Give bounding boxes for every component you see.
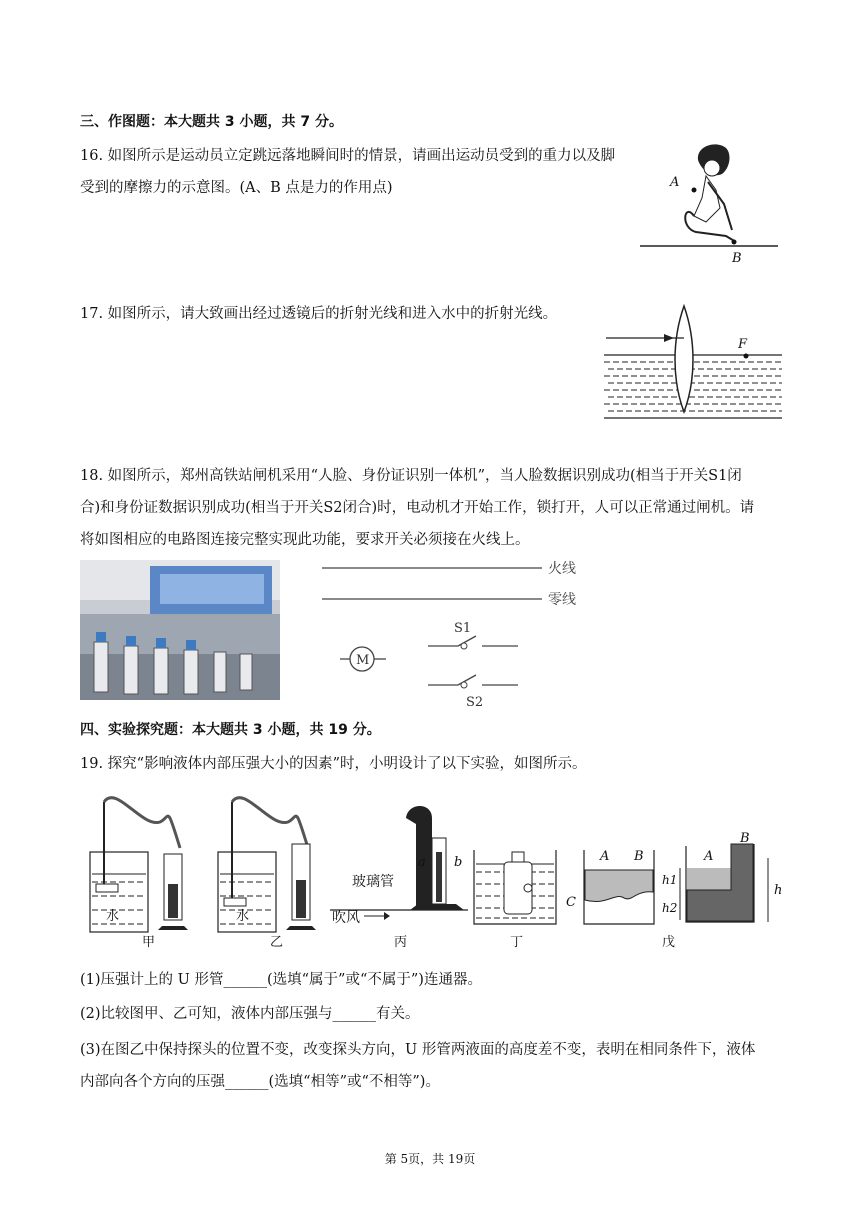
wu-label-h2: h2 (662, 901, 678, 915)
q16-label-a: A (670, 175, 680, 190)
motor-label: M (356, 653, 370, 668)
fig-label-b: b (454, 855, 463, 870)
q19-sub2: (2)比较图甲、乙可知，液体内部压强与______有关。 (80, 1006, 420, 1022)
q18-line3: 将如图相应的电路图连接完整实现此功能，要求开关必须接在火线上。 (80, 532, 530, 548)
fig-yi-label: 乙 (270, 935, 284, 950)
q19-sub3-line1: (3)在图乙中保持探头的位置不变，改变探头方向，U 形管两液面的高度差不变，表明在相同条件下，液体 (80, 1042, 756, 1058)
q18-line1: 18. 如图所示，郑州高铁站闸机采用“人脸、身份证识别一体机”，当人脸数据识别成功(相当于开关S1闭 (80, 468, 742, 484)
fig-jia (90, 798, 188, 950)
page-footer: 第 5页，共 19页 (384, 1152, 476, 1166)
q16-line1: 16. 如图所示是运动员立定跳远落地瞬间时的情景，请画出运动员受到的重力以及脚 (80, 148, 616, 164)
fig-bing-label: 丙 (394, 935, 408, 950)
q16-jumper-figure (636, 138, 786, 266)
fig-bing (330, 806, 468, 950)
wu-label-h: h (774, 883, 783, 898)
beaker-label-b: B (634, 849, 644, 864)
q19-line1: 19. 探究“影响液体内部压强大小的因素”时，小明设计了以下实验，如图所示。 (80, 756, 587, 772)
fig-yi (218, 798, 316, 950)
q19-experiment-figures (76, 788, 786, 958)
station-gate-photo (80, 560, 280, 700)
beaker-label-c: C (566, 895, 576, 910)
live-wire-label: 火线 (548, 561, 576, 577)
q17-label-f: F (738, 337, 748, 352)
q17-line1: 17. 如图所示，请大致画出经过透镜后的折射光线和进入水中的折射光线。 (80, 306, 558, 322)
neutral-wire-label: 零线 (548, 592, 576, 608)
switch1-label: S1 (454, 621, 472, 636)
fig-wu-label: 戊 (662, 935, 676, 950)
q18-line2: 合)和身份证数据识别成功(相当于开关S2闭合)时，电动机才开始工作，锁打开，人可以正常通过闸机。请 (80, 500, 755, 516)
q19-sub1: (1)压强计上的 U 形管______(选填“属于”或“不属于”)连通器。 (80, 972, 482, 988)
q18-circuit-figure (318, 552, 598, 712)
wu-label-h1: h1 (662, 873, 678, 887)
fig-ding (474, 850, 556, 950)
blow-label: 吹风 (332, 910, 360, 926)
fig-c-beaker (566, 849, 654, 924)
beaker-label-a: A (600, 849, 610, 864)
section4-heading: 四、实验探究题：本大题共 3 小题，共 19 分。 (80, 722, 381, 738)
fig-water2: 水 (236, 909, 250, 924)
fig-label-a: a (418, 855, 426, 870)
wu-label-b: B (740, 831, 750, 846)
q16-label-b: B (732, 251, 742, 266)
fig-wu (662, 831, 782, 950)
fig-jia-label: 甲 (142, 935, 156, 950)
section3-heading: 三、作图题：本大题共 3 小题，共 7 分。 (80, 114, 343, 130)
glass-tube-label: 玻璃管 (352, 874, 394, 890)
wu-label-a: A (704, 849, 714, 864)
q17-lens-figure (600, 300, 790, 426)
q19-sub3-line2: 内部向各个方向的压强______(选填“相等”或“不相等”)。 (80, 1074, 440, 1090)
switch2-label: S2 (466, 695, 484, 710)
q16-line2: 受到的摩擦力的示意图。(A、B 点是力的作用点) (80, 180, 393, 196)
fig-water1: 水 (106, 909, 120, 924)
fig-ding-label: 丁 (510, 935, 524, 950)
